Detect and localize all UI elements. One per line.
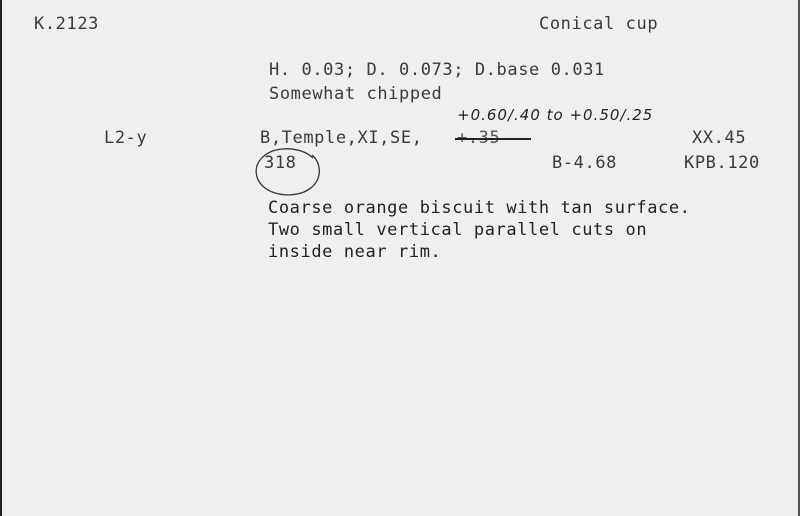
location-text: B,Temple,XI,SE, [260, 128, 423, 148]
object-type: Conical cup [539, 14, 659, 34]
circled-number: 318 [264, 153, 297, 173]
description-line-3: inside near rim. [268, 242, 442, 262]
notebook-reference: KPB.120 [684, 153, 760, 173]
struck-out-value: +.35 [457, 128, 501, 148]
layer-code: L2-y [104, 128, 148, 148]
strikethrough-mark [455, 138, 531, 140]
excavation-number: XX.45 [692, 128, 747, 148]
photo-reference: B-4.68 [552, 153, 618, 173]
hand-drawn-circle [250, 145, 330, 201]
description-line-1: Coarse orange biscuit with tan surface. [268, 198, 691, 218]
handwritten-depth-note: +0.60/.40 to +0.50/.25 [457, 106, 654, 124]
dimensions-text: H. 0.03; D. 0.073; D.base 0.031 [269, 60, 605, 80]
catalog-number: K.2123 [34, 14, 100, 34]
description-line-2: Two small vertical parallel cuts on [268, 220, 648, 240]
condition-text: Somewhat chipped [269, 84, 443, 104]
